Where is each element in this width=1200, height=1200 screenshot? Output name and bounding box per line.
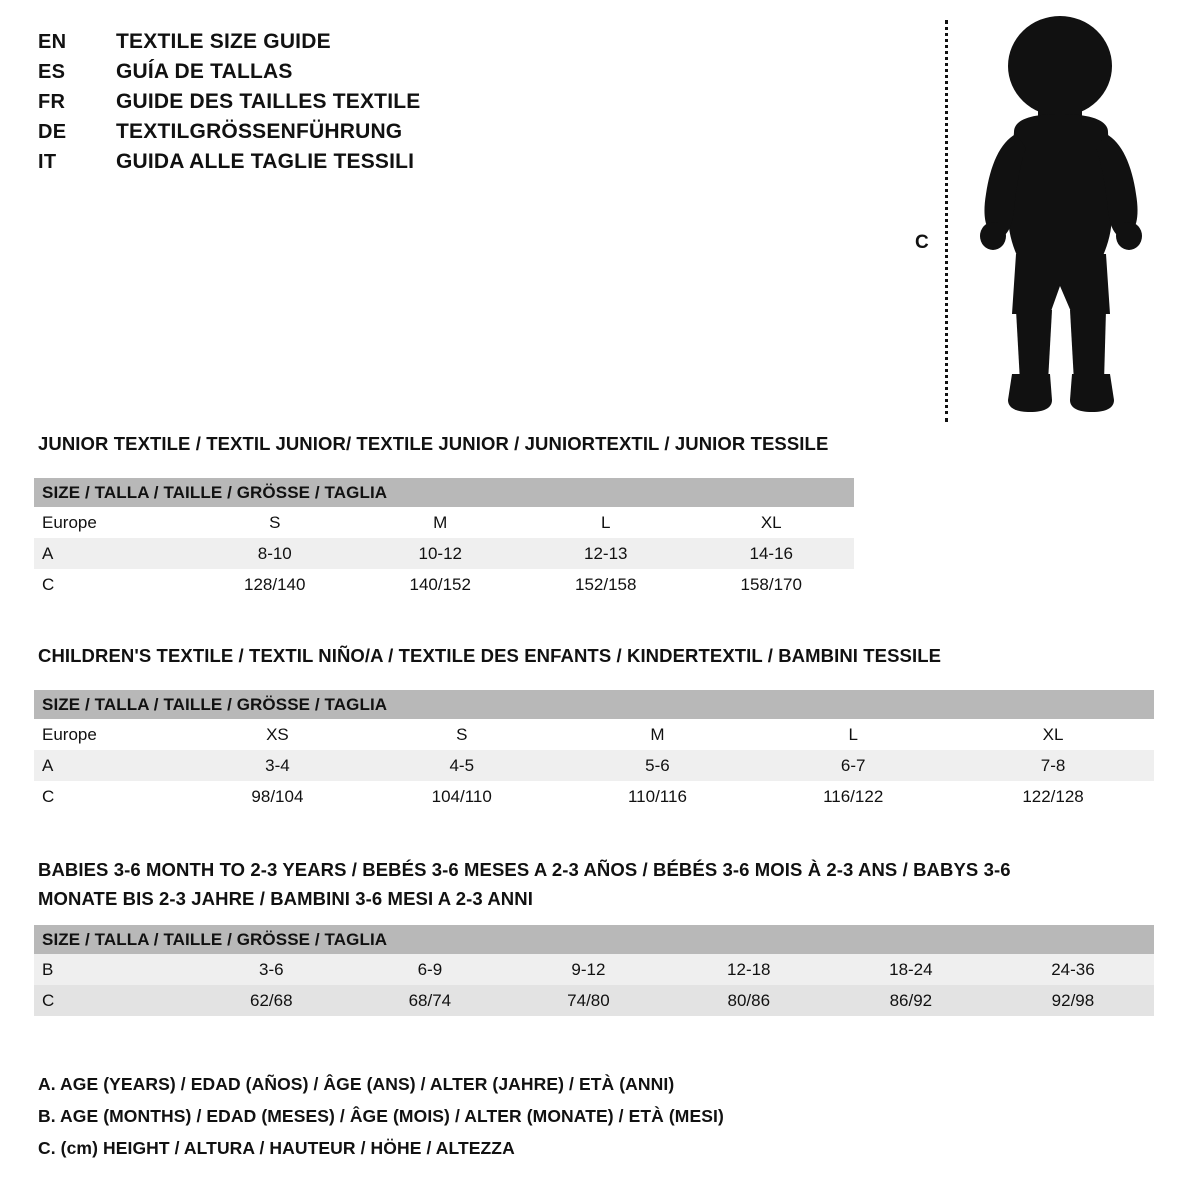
table-cell: 6-7 <box>754 750 952 781</box>
table-cell: XL <box>689 507 855 538</box>
table-cell: S <box>363 719 561 750</box>
footnote-c: C. (cm) HEIGHT / ALTURA / HAUTEUR / HÖHE / ALTEZZA <box>38 1138 515 1158</box>
language-code: EN <box>38 31 67 53</box>
footnote-block <box>38 1068 1138 1164</box>
table-cell: 18-24 <box>830 954 992 985</box>
table-header-bar-label: SIZE / TALLA / TAILLE / GRÖSSE / TAGLIA <box>34 478 854 507</box>
row-label: B <box>34 954 192 985</box>
table-header-bar-label: SIZE / TALLA / TAILLE / GRÖSSE / TAGLIA <box>34 690 1154 719</box>
table-cell: 12-18 <box>668 954 830 985</box>
child-silhouette-icon <box>960 14 1150 424</box>
language-title: GUÍA DE TALLAS <box>116 60 293 83</box>
language-code: FR <box>38 91 66 113</box>
language-row <box>38 90 598 120</box>
table-cell: 14-16 <box>689 538 855 569</box>
table-cell: 12-13 <box>523 538 689 569</box>
language-row <box>38 120 598 150</box>
language-title: TEXTILE SIZE GUIDE <box>116 30 331 53</box>
row-label: C <box>34 781 192 812</box>
language-row <box>38 150 598 180</box>
table-row <box>34 719 1154 750</box>
table-header-bar <box>34 925 1154 954</box>
section-title-junior: JUNIOR TEXTILE / TEXTIL JUNIOR/ TEXTILE JUNIOR / JUNIORTEXTIL / JUNIOR TESSILE <box>38 433 829 454</box>
table-header-bar <box>34 478 854 507</box>
table-cell: L <box>754 719 952 750</box>
table-row <box>34 569 854 600</box>
section-title-babies: BABIES 3-6 MONTH TO 2-3 YEARS / BEBÉS 3-6 MESES A 2-3 AÑOS / BÉBÉS 3-6 MOIS À 2-3 ANS / BABYS 3-6 MONATE BIS 2-3 JAHRE / BAMBINI 3-6 MESI A 2-3 ANNI <box>38 859 1011 909</box>
language-title: GUIDA ALLE TAGLIE TESSILI <box>116 150 415 173</box>
row-label: A <box>34 750 192 781</box>
table-cell: 122/128 <box>952 781 1154 812</box>
table-cell: 80/86 <box>668 985 830 1016</box>
table-cell: 86/92 <box>830 985 992 1016</box>
table-cell: M <box>358 507 524 538</box>
table-row <box>34 781 1154 812</box>
table-cell: S <box>192 507 358 538</box>
table-cell: M <box>561 719 755 750</box>
table-cell: 104/110 <box>363 781 561 812</box>
table-cell: L <box>523 507 689 538</box>
children-size-table <box>34 690 1154 812</box>
row-label: Europe <box>34 507 192 538</box>
table-cell: XS <box>192 719 363 750</box>
language-title: GUIDE DES TAILLES TEXTILE <box>116 90 421 113</box>
table-row <box>34 985 1154 1016</box>
junior-size-table <box>34 478 854 600</box>
row-label: Europe <box>34 719 192 750</box>
table-cell: 98/104 <box>192 781 363 812</box>
table-cell: 9-12 <box>509 954 668 985</box>
table-cell: 24-36 <box>992 954 1154 985</box>
table-row <box>34 538 854 569</box>
footnote-b: B. AGE (MONTHS) / EDAD (MESES) / ÂGE (MOIS) / ALTER (MONATE) / ETÀ (MESI) <box>38 1106 724 1126</box>
table-cell: 68/74 <box>351 985 510 1016</box>
table-cell: 62/68 <box>192 985 351 1016</box>
measure-dotted-line <box>945 20 948 422</box>
table-cell: 6-9 <box>351 954 510 985</box>
footnote-a: A. AGE (YEARS) / EDAD (AÑOS) / ÂGE (ANS) / ALTER (JAHRE) / ETÀ (ANNI) <box>38 1074 675 1094</box>
language-code: ES <box>38 61 66 83</box>
height-measure-figure <box>905 14 1155 424</box>
row-label: A <box>34 538 192 569</box>
table-row <box>34 750 1154 781</box>
table-cell: 8-10 <box>192 538 358 569</box>
table-cell: 5-6 <box>561 750 755 781</box>
table-cell: 3-6 <box>192 954 351 985</box>
table-cell: 116/122 <box>754 781 952 812</box>
table-cell: 92/98 <box>992 985 1154 1016</box>
table-header-bar <box>34 690 1154 719</box>
table-cell: 152/158 <box>523 569 689 600</box>
table-cell: 128/140 <box>192 569 358 600</box>
table-row <box>34 507 854 538</box>
table-cell: 7-8 <box>952 750 1154 781</box>
table-cell: XL <box>952 719 1154 750</box>
table-header-bar-label: SIZE / TALLA / TAILLE / GRÖSSE / TAGLIA <box>34 925 1154 954</box>
table-cell: 140/152 <box>358 569 524 600</box>
table-cell: 4-5 <box>363 750 561 781</box>
table-cell: 74/80 <box>509 985 668 1016</box>
table-cell: 3-4 <box>192 750 363 781</box>
measure-label-c: C <box>915 232 929 253</box>
language-row <box>38 30 598 60</box>
table-cell: 110/116 <box>561 781 755 812</box>
section-title-children: CHILDREN'S TEXTILE / TEXTIL NIÑO/A / TEXTILE DES ENFANTS / KINDERTEXTIL / BAMBINI TESSILE <box>38 645 942 666</box>
language-code: DE <box>38 121 67 143</box>
table-cell: 158/170 <box>689 569 855 600</box>
language-row <box>38 60 598 90</box>
row-label: C <box>34 569 192 600</box>
language-title-block <box>38 30 598 180</box>
babies-size-table <box>34 925 1154 1016</box>
language-code: IT <box>38 151 57 173</box>
table-row <box>34 954 1154 985</box>
row-label: C <box>34 985 192 1016</box>
table-cell: 10-12 <box>358 538 524 569</box>
language-title: TEXTILGRÖSSENFÜHRUNG <box>116 120 403 143</box>
